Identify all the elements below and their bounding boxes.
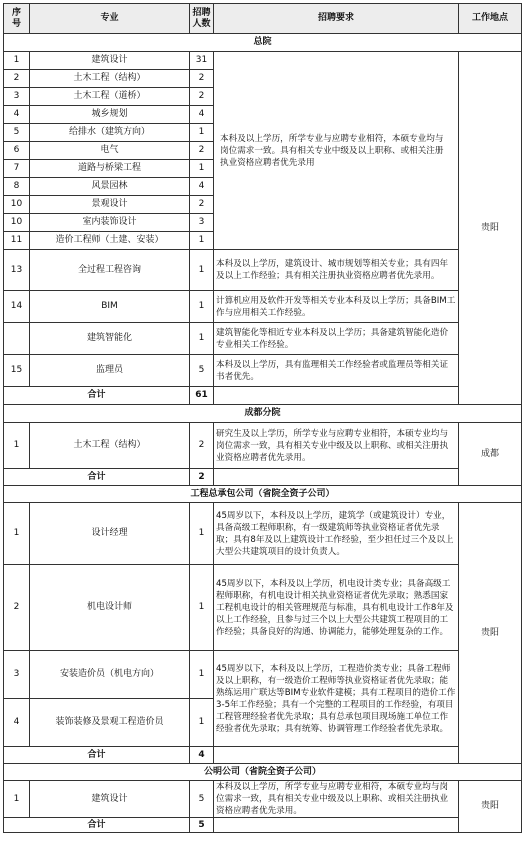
major-cell: 建筑设计 (30, 781, 190, 818)
major-cell: 设计经理 (30, 503, 190, 565)
major-cell: 景观设计 (30, 196, 190, 214)
count-cell: 31 (190, 52, 214, 70)
major-cell: 全过程工程咨询 (30, 250, 190, 291)
major-cell: 建筑智能化 (30, 323, 190, 355)
requirement-cell: 建筑智能化等相近专业本科及以上学历；具备建筑智能化造价专业相关工作经验。 (214, 323, 459, 355)
seq-cell: 1 (4, 423, 30, 469)
empty-cell (214, 387, 459, 405)
major-cell: 室内装饰设计 (30, 214, 190, 232)
count-cell: 1 (190, 503, 214, 565)
seq-cell: 1 (4, 781, 30, 818)
count-cell: 4 (190, 106, 214, 124)
count-cell: 2 (190, 196, 214, 214)
major-cell: 装饰装修及景观工程造价员 (30, 699, 190, 747)
seq-cell: 3 (4, 651, 30, 699)
major-cell: 安装造价员（机电方向） (30, 651, 190, 699)
seq-cell: 1 (4, 503, 30, 565)
seq-cell: 2 (4, 565, 30, 651)
requirement-cell: 研究生及以上学历，所学专业与应聘专业相符，本硕专业均与岗位需求一致，具有相关专业中级及以上职称、或相关注册执业资格应聘者优先录用。 (214, 423, 459, 469)
requirement-cell: 45周岁以下，本科及以上学历，工程造价类专业；具备工程师及以上职称，有一级造价工程师等执业资格证者优先录取；能熟练运用广联达等BIM专业软件建模；具有工程项目的造价工作3-5年工作经验；具有一个完整的工程项目的工作经验，有项目工程管理经验者优先录取；具有总承包项目现场施工单位工作经验者优先录取；具有统筹、协调管理工作经验者优先录取。 (214, 651, 459, 747)
location-cell: 成都 (459, 423, 522, 486)
seq-cell: 7 (4, 160, 30, 178)
empty-cell (214, 818, 459, 833)
total-label: 合计 (4, 818, 190, 833)
seq-cell: 8 (4, 178, 30, 196)
requirement-cell: 计算机应用及软件开发等相关专业本科及以上学历；具备BIM工作与应用相关工作经验。 (214, 291, 459, 323)
major-cell: BIM (30, 291, 190, 323)
major-cell: 风景园林 (30, 178, 190, 196)
seq-cell: 2 (4, 70, 30, 88)
section-title-row (4, 34, 522, 52)
seq-cell: 10 (4, 214, 30, 232)
table-row (4, 323, 522, 355)
empty-cell (214, 747, 459, 764)
count-cell: 2 (190, 142, 214, 160)
requirement-cell: 本科及以上学历，所学专业与应聘专业相符，本硕专业均与岗位需求一致，具有相关专业中级及以上职称、或相关注册执业资格应聘者优先录用。 (214, 781, 459, 818)
seq-cell: 4 (4, 106, 30, 124)
count-cell: 1 (190, 124, 214, 142)
seq-cell: 6 (4, 142, 30, 160)
table-row (4, 250, 522, 291)
major-cell: 建筑设计 (30, 52, 190, 70)
requirement-cell: 本科及以上学历，建筑设计、城市规划等相关专业；具有四年及以上工作经验；具有相关注册执业资格应聘者优先录用。 (214, 250, 459, 291)
header-major: 专业 (30, 4, 190, 34)
requirement-cell: 本科及以上学历，所学专业与应聘专业相符，本硕专业均与岗位需求一致。具有相关专业中级及以上职称、或相关注册执业资格应聘者优先录用 (214, 52, 459, 250)
section-title: 工程总承包公司（省院全资子公司） (4, 486, 522, 503)
section-title: 成都分院 (4, 405, 522, 423)
count-cell: 1 (190, 699, 214, 747)
total-value: 61 (190, 387, 214, 405)
total-value: 5 (190, 818, 214, 833)
total-value: 2 (190, 469, 214, 486)
seq-cell: 1 (4, 52, 30, 70)
major-cell: 土木工程（结构） (30, 70, 190, 88)
count-cell: 1 (190, 232, 214, 250)
table-row (4, 565, 522, 651)
seq-cell: 10 (4, 196, 30, 214)
count-cell: 4 (190, 178, 214, 196)
major-cell: 城乡规划 (30, 106, 190, 124)
requirement-cell: 本科及以上学历，具有监理相关工作经验者或监理员等相关证书者优先。 (214, 355, 459, 387)
seq-cell: 4 (4, 699, 30, 747)
seq-cell: 13 (4, 250, 30, 291)
total-row (4, 747, 522, 764)
header-count: 招聘 人数 (190, 4, 214, 34)
count-cell: 5 (190, 781, 214, 818)
major-cell: 道路与桥梁工程 (30, 160, 190, 178)
seq-cell: 3 (4, 88, 30, 106)
count-cell: 1 (190, 160, 214, 178)
major-cell: 监理员 (30, 355, 190, 387)
recruitment-table (3, 3, 522, 833)
empty-cell (214, 469, 459, 486)
major-cell: 土木工程（结构） (30, 423, 190, 469)
table-row (4, 52, 522, 70)
section-title: 总院 (4, 34, 522, 52)
header-location: 工作地点 (459, 4, 522, 34)
section-title: 公明公司（省院全资子公司） (4, 764, 522, 781)
count-cell: 1 (190, 291, 214, 323)
header-requirement: 招聘要求 (214, 4, 459, 34)
total-row (4, 469, 522, 486)
total-label: 合计 (4, 387, 190, 405)
table-row (4, 423, 522, 469)
seq-cell: 15 (4, 355, 30, 387)
major-cell: 机电设计师 (30, 565, 190, 651)
major-cell: 土木工程（道桥） (30, 88, 190, 106)
requirement-cell: 45周岁以下，本科及以上学历，建筑学（或建筑设计）专业，具备高级工程师职称，有一级建筑师等执业资格证者优先录取；具有8年及以上建筑设计工作经验，至少担任过三个及以上大型公共建筑项目的设计负责人。 (214, 503, 459, 565)
total-row (4, 818, 522, 833)
count-cell: 1 (190, 250, 214, 291)
count-cell: 1 (190, 651, 214, 699)
total-label: 合计 (4, 469, 190, 486)
count-cell: 1 (190, 323, 214, 355)
count-cell: 5 (190, 355, 214, 387)
header-row (4, 4, 522, 34)
location-cell: 贵阳 (459, 52, 522, 405)
seq-cell: 5 (4, 124, 30, 142)
header-seq: 序 号 (4, 4, 30, 34)
total-label: 合计 (4, 747, 190, 764)
table-row (4, 355, 522, 387)
count-cell: 1 (190, 565, 214, 651)
total-row (4, 387, 522, 405)
table-row (4, 651, 522, 699)
table-row (4, 291, 522, 323)
requirement-cell: 45周岁以下，本科及以上学历，机电设计类专业；具备高级工程师职称，有机电设计相关执业资格证者优先录取；熟悉国家工程机电设计的相关管理规范与标准，具有机电设计工作8年及以上工作经验，且参与过三个以上大型公共建筑工程项目的工作经验；具备良好的沟通、协调能力，能够处理复杂的工作。 (214, 565, 459, 651)
recruitment-table-page (3, 3, 521, 833)
major-cell: 给排水（建筑方向） (30, 124, 190, 142)
total-value: 4 (190, 747, 214, 764)
location-cell: 贵阳 (459, 503, 522, 764)
section-title-row (4, 764, 522, 781)
major-cell: 造价工程师（土建、安装） (30, 232, 190, 250)
section-title-row (4, 486, 522, 503)
count-cell: 3 (190, 214, 214, 232)
count-cell: 2 (190, 88, 214, 106)
table-row (4, 781, 522, 818)
major-cell: 电气 (30, 142, 190, 160)
section-title-row (4, 405, 522, 423)
seq-cell: 11 (4, 232, 30, 250)
count-cell: 2 (190, 423, 214, 469)
table-row (4, 503, 522, 565)
count-cell: 2 (190, 70, 214, 88)
seq-cell: 14 (4, 291, 30, 323)
seq-cell (4, 323, 30, 355)
location-cell: 贵阳 (459, 781, 522, 833)
